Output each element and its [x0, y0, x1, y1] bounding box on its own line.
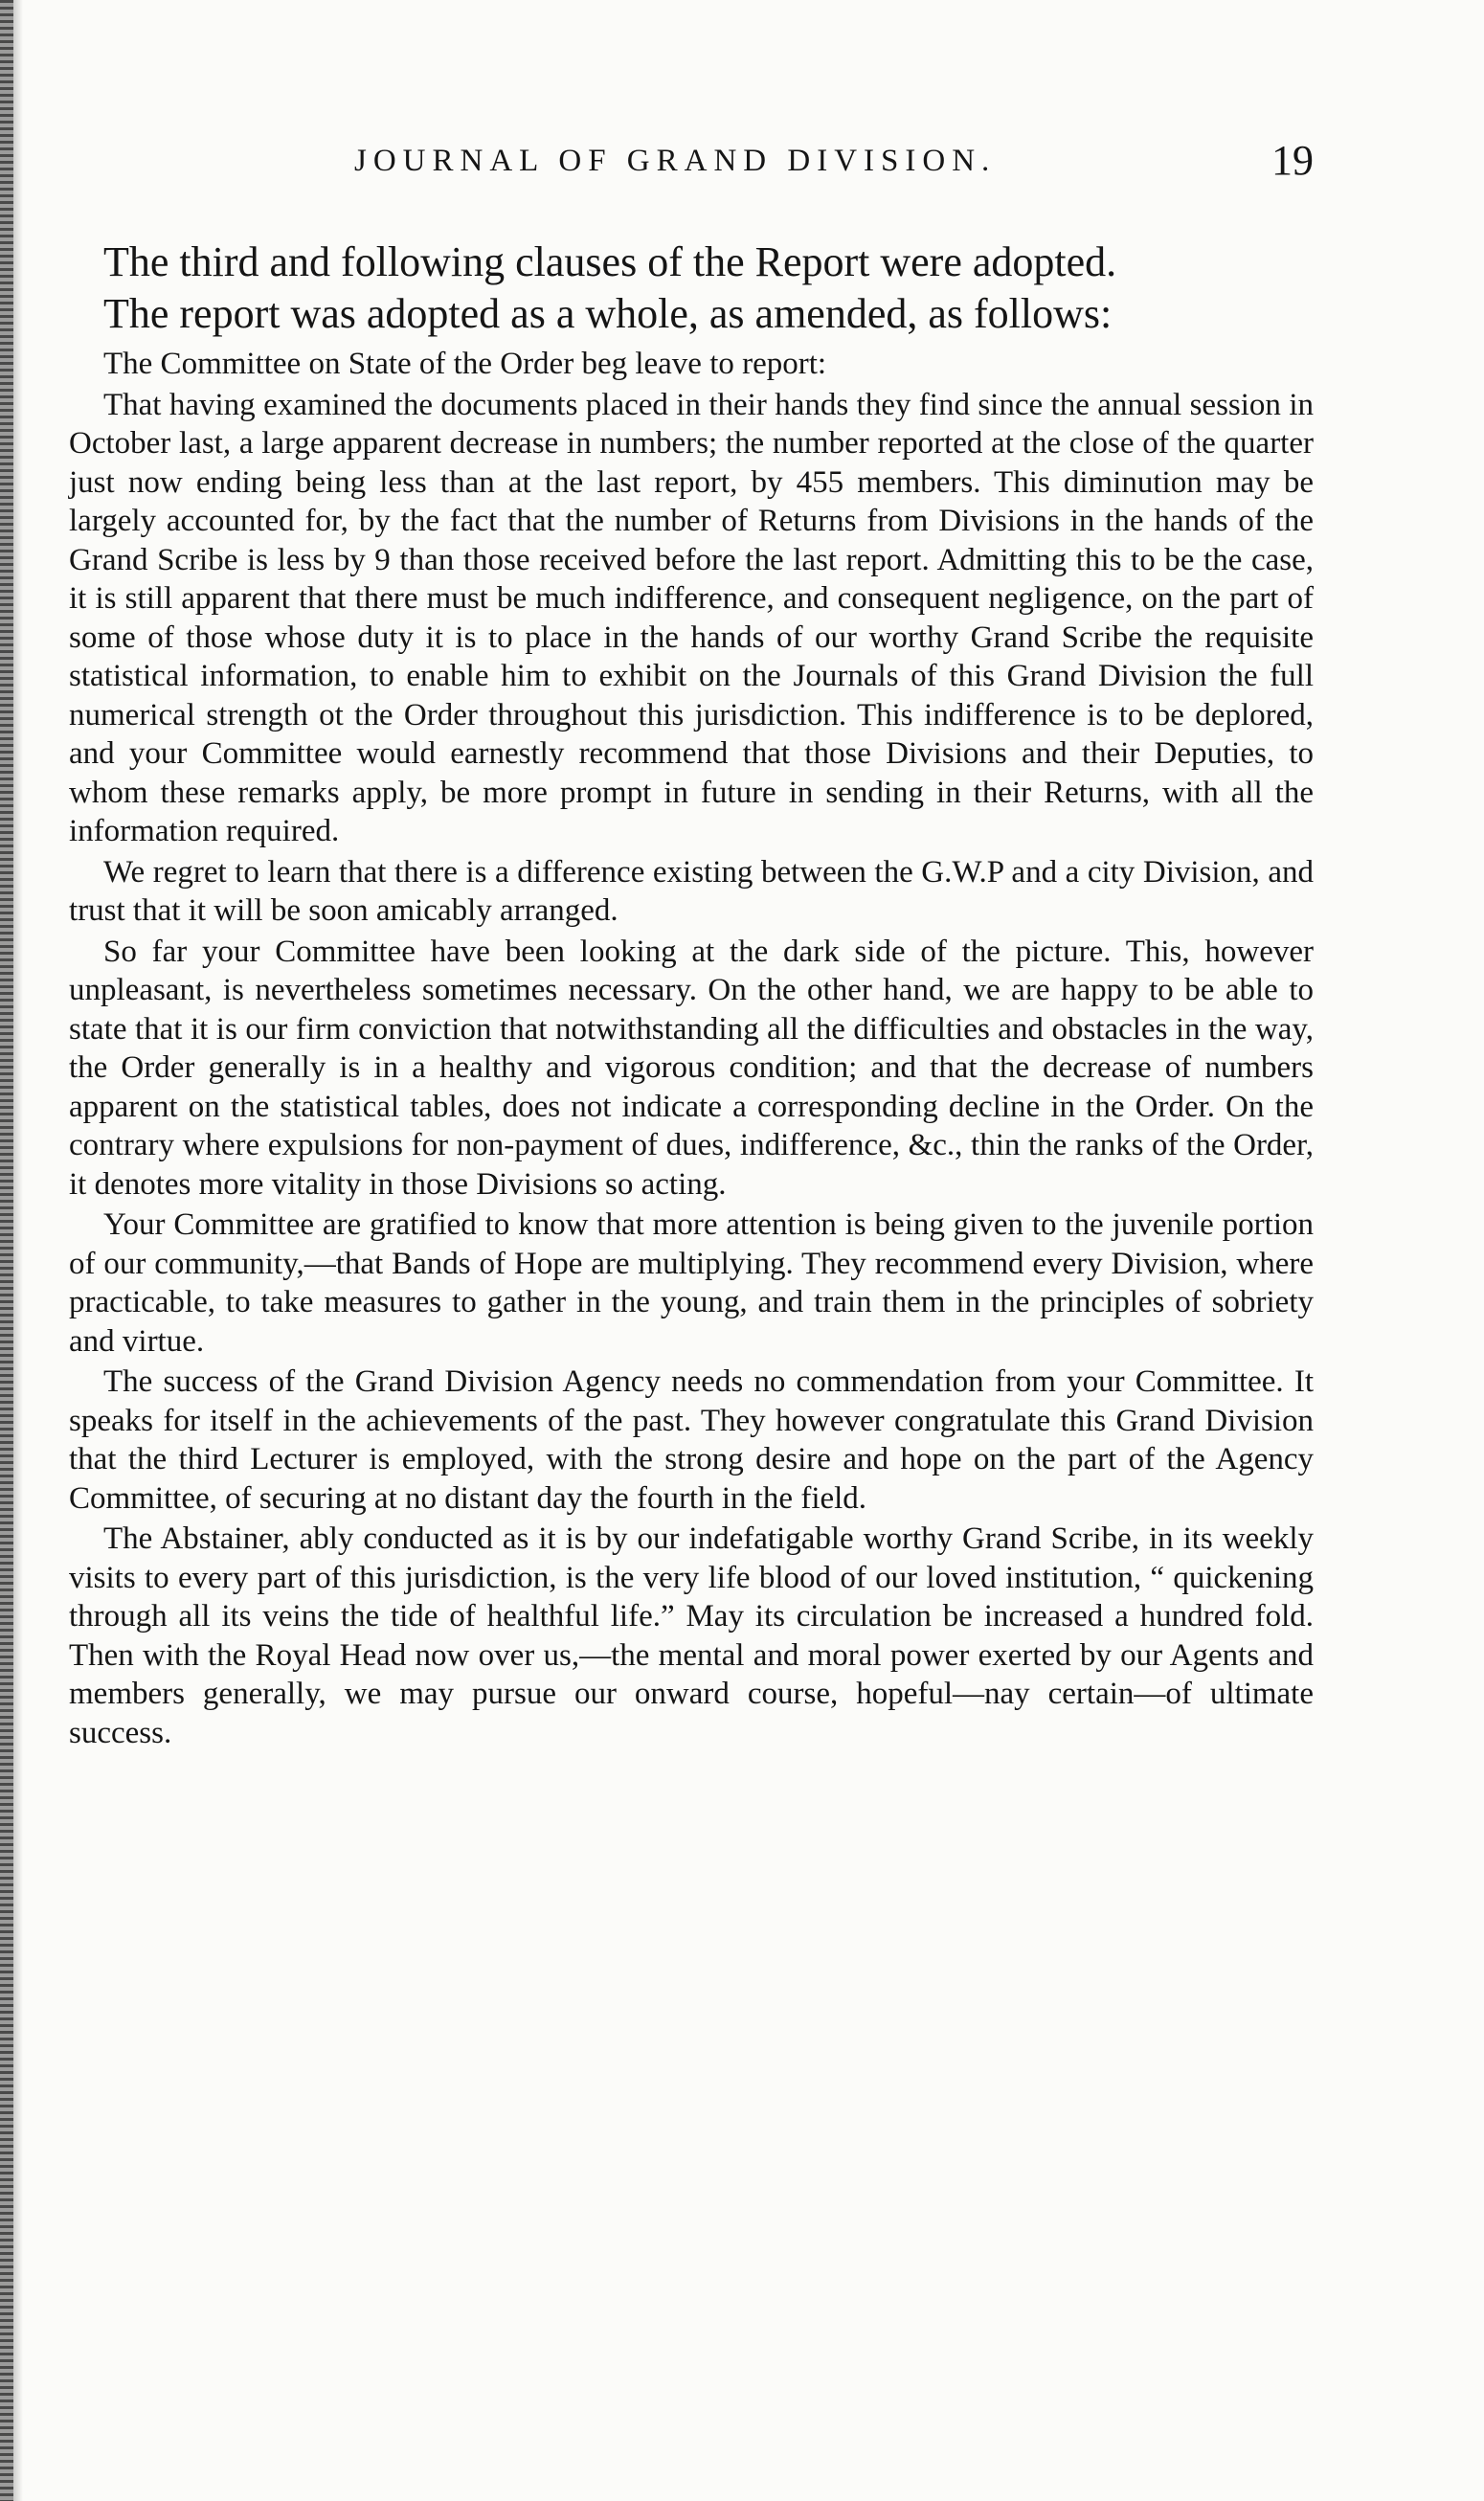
paragraph: The report was adopted as a whole, as amended, as follows: [103, 290, 1113, 337]
paragraph: The third and following clauses of the Report were adopted. [103, 238, 1117, 285]
body-text [69, 237, 1314, 1752]
paragraph: The Abstainer, ably conducted as it is by our indefatigable worthy Grand Scribe, in its weekly visits to every part of this jurisdiction, is the very life blood of our loved institution, “ quickening through all its veins the tide of healthful life.” May its circulation be increased a hundred fold. Then with the Royal Head now over us,—the mental and moral power exerted by our Agents and members generally, we may pursue our onward course, hopeful—nay certain—of ultimate success. [69, 1521, 1314, 1750]
paragraph: That having examined the documents placed in their hands they find since the annual session in October last, a large apparent decrease in numbers; the number reported at the close of the quarter just now ending being less than at the last report, by 455 members. This diminution may be largely accounted for, by the fact that the number of Returns from Divisions in the hands of the Grand Scribe is less by 9 than those received before the last report. Admitting this to be the case, it is still apparent that there must be much indifference, and consequent negligence, on the part of some of those whose duty it is to place in the hands of our worthy Grand Scribe the requisite statistical information, to enable him to exhibit on the Journals of this Grand Division the full numerical strength ot the Order throughout this jurisdiction. This indifference is to be deplored, and your Committee would earnestly recommend that those Divisions and their Deputies, to whom these remarks apply, be more prompt in future in sending in their Returns, with all the information required. [69, 387, 1314, 848]
paragraph: We regret to learn that there is a difference existing between the G.W.P and a city Division, and trust that it will be soon amicably arranged. [69, 854, 1314, 928]
paragraph: The success of the Grand Division Agency needs no commendation from your Committee. It speaks for itself in the achievements of the past. They however congratulate this Grand Division that the third Lecturer is employed, with the strong desire and hope on the part of the Agency Committee, of securing at no distant day the fourth in the field. [69, 1364, 1314, 1516]
running-head: JOURNAL OF GRAND DIVISION. [354, 144, 997, 178]
paragraph: So far your Committee have been looking at the dark side of the picture. This, however unpleasant, is nevertheless sometimes necessary. On the other hand, we are happy to be able to state that it is our firm conviction that notwithstanding all the difficulties and obstacles in the way, the Order generally is in a healthy and vigorous condition; and that the decrease of numbers apparent on the statistical tables, does not indicate a corresponding decline in the Order. On the contrary where expulsions for non-payment of dues, indifference, &c., thin the ranks of the Order, it denotes more vitality in those Divisions so acting. [69, 934, 1314, 1202]
paragraph: Your Committee are gratified to know that more attention is being given to the juvenile portion of our community,—that Bands of Hope are multiplying. They recommend every Division, where practicable, to take measures to gather in the young, and train them in the principles of sobriety and virtue. [69, 1207, 1314, 1359]
paragraph: The Committee on State of the Order beg leave to report: [103, 347, 827, 381]
page-number: 19 [1271, 137, 1314, 184]
